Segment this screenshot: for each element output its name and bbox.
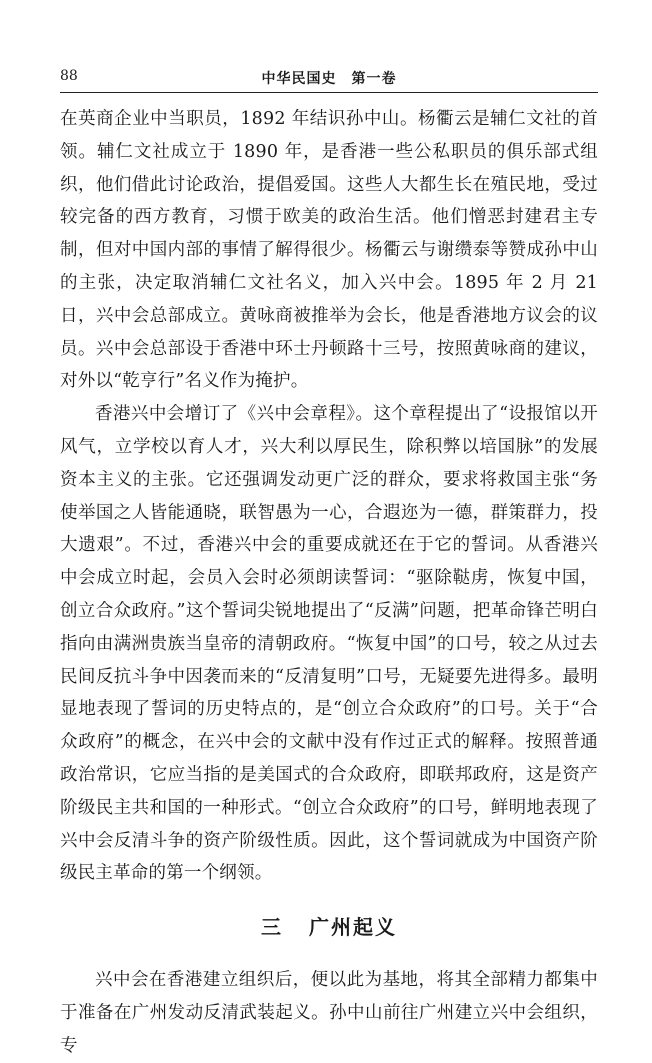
book-title: 中华民国史 第一卷	[261, 71, 397, 87]
book-page	[60, 62, 598, 1063]
section-title: 广州起义	[309, 915, 397, 940]
paragraph-continuation: 在英商企业中当职员，1892 年结识孙中山。杨衢云是辅仁文社的首领。辅仁文社成立于 1890 年，是香港一些公私职员的俱乐部式组织，他们借此讨论政治，提倡爱国。这些人大都生长在殖民地，受过较完备的西方教育，习惯于欧美的政治生活。他们憎恶封建君主专制，但对中国内部的事情了解得很少。杨衢云与谢缵泰等赞成孙中山的主张，决定取消辅仁文社名义，加入兴中会。1895 年 2 月 21 日，兴中会总部成立。黄咏商被推举为会长，他是香港地方议会的议员。兴中会总部设于香港中环士丹顿路十三号，按照黄咏商的建议，对外以“乾亨行”名义作为掩护。	[60, 109, 598, 392]
page-number: 88	[60, 68, 78, 84]
paragraph-guangzhou: 兴中会在香港建立组织后，便以此为基地，将其全部精力都集中于准备在广州发动反清武装起义。孙中山前往广州建立兴中会组织，专	[60, 970, 598, 1056]
running-header	[60, 62, 598, 93]
section-number: 三	[261, 915, 283, 940]
section-heading	[60, 907, 598, 947]
body-text	[60, 103, 598, 1063]
paragraph-charter: 香港兴中会增订了《兴中会章程》。这个章程提出了“设报馆以开风气，立学校以育人才，兴大利以厚民生，除积弊以培国脉”的发展资本主义的主张。它还强调发动更广泛的群众，要求将救国主张“务使举国之人皆能通晓，联智愚为一心，合遐迩为一德，群策群力，投大遗艰”。不过，香港兴中会的重要成就还在于它的誓词。从香港兴中会成立时起，会员入会时必须朗读誓词：“驱除鞑虏，恢复中国，创立合众政府。”这个誓词尖锐地提出了“反满”问题，把革命锋芒明白指向由满洲贵族当皇帝的清朝政府。“恢复中国”的口号，较之从过去民间反抗斗争中因袭而来的“反清复明”口号，无疑要先进得多。最明显地表现了誓词的历史特点的，是“创立合众政府”的口号。关于“合众政府”的概念，在兴中会的文献中没有作过正式的解释。按照普通政治常识，它应当指的是美国式的合众政府，即联邦政府，这是资产阶级民主共和国的一种形式。“创立合众政府”的口号，鲜明地表现了兴中会反清斗争的资产阶级性质。因此，这个誓词就成为中国资产阶级民主革命的第一个纲领。	[60, 404, 598, 884]
